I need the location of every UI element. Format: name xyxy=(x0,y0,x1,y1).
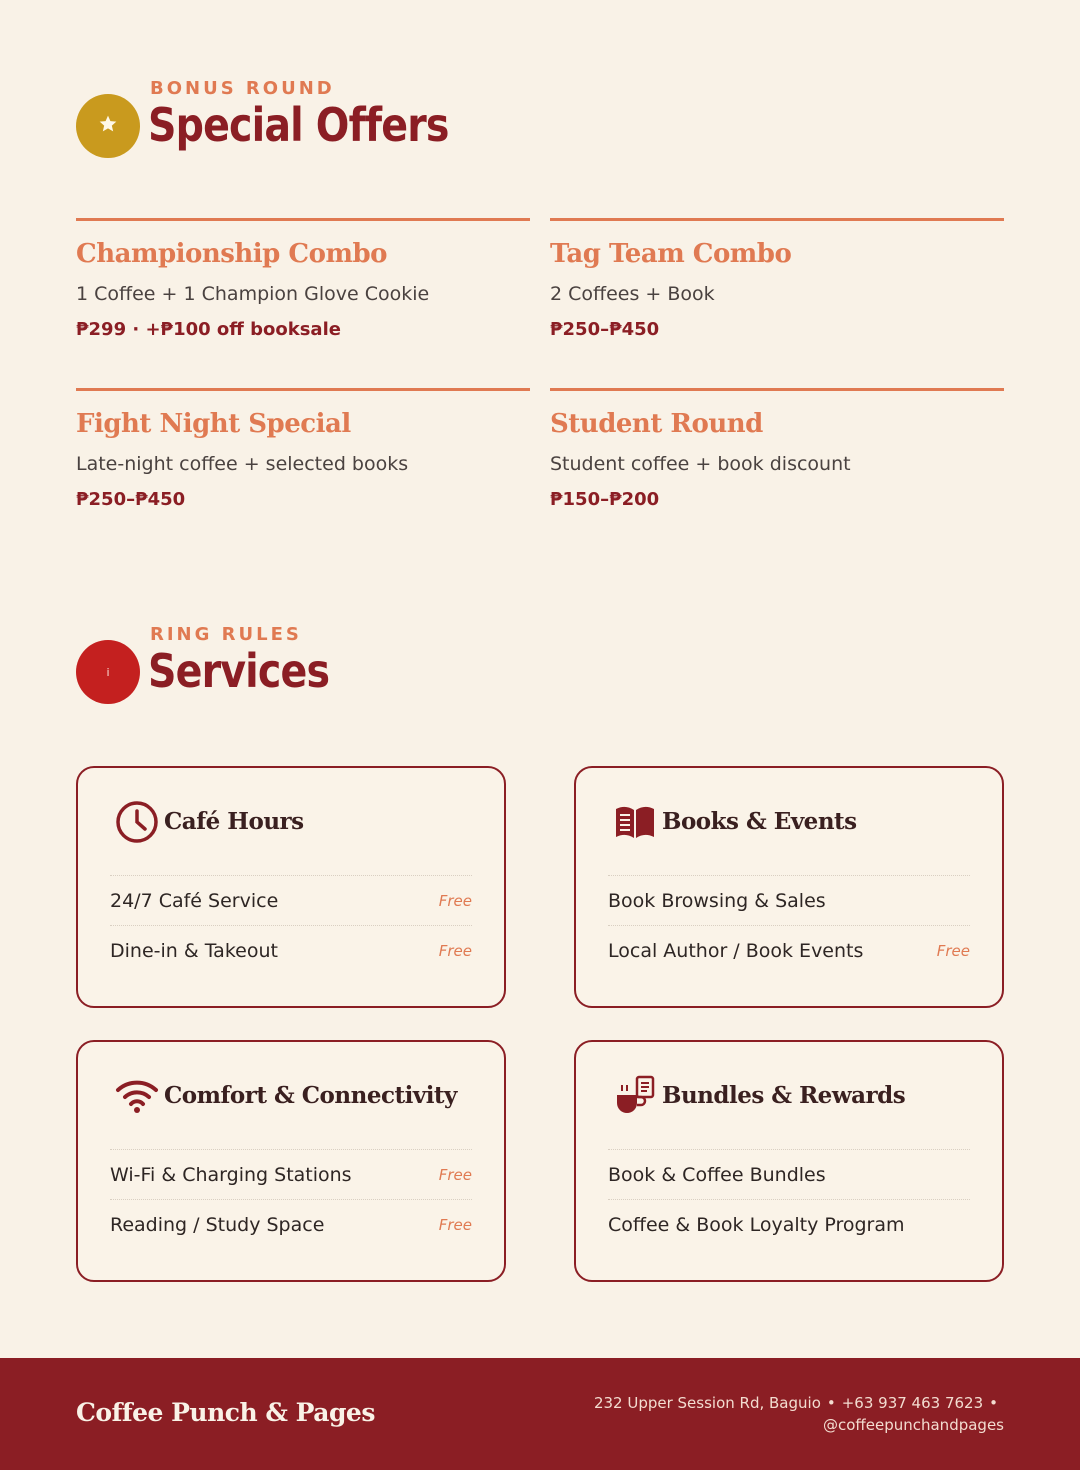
separator-dot: • xyxy=(989,1394,998,1412)
service-card-cafe-hours xyxy=(76,766,506,1008)
service-row xyxy=(608,1200,970,1250)
offer-description: Late-night coffee + selected books xyxy=(76,453,409,475)
service-card-books-events xyxy=(574,766,1004,1008)
special-offers-section xyxy=(76,78,1004,538)
services-eyebrow: RING RULES xyxy=(150,624,302,645)
service-row xyxy=(608,876,970,926)
offer-description: 1 Coffee + 1 Champion Glove Cookie xyxy=(76,283,430,305)
card-header xyxy=(608,1042,970,1150)
offer-name: Championship Combo xyxy=(76,239,387,269)
info-icon: i xyxy=(106,665,110,679)
service-card-bundles-rewards xyxy=(574,1040,1004,1282)
service-label: Book Browsing & Sales xyxy=(608,889,826,912)
card-title: Café Hours xyxy=(164,808,304,835)
offer-name: Tag Team Combo xyxy=(550,239,792,269)
service-label: Local Author / Book Events xyxy=(608,940,864,962)
footer-contact-info xyxy=(594,1392,1004,1436)
card-header xyxy=(608,768,970,876)
service-label: Wi-Fi & Charging Stations xyxy=(110,1163,352,1186)
info-badge xyxy=(76,640,140,704)
services-header xyxy=(76,624,1004,714)
star-badge xyxy=(76,94,140,158)
separator-dot: • xyxy=(826,1394,836,1412)
service-label: Reading / Study Space xyxy=(110,1214,325,1236)
special-offers-header xyxy=(76,78,1004,168)
card-title: Comfort & Connectivity xyxy=(164,1082,457,1109)
free-tag: Free xyxy=(438,1216,472,1234)
card-header xyxy=(110,1042,472,1150)
footer xyxy=(0,1358,1080,1470)
service-label: 24/7 Café Service xyxy=(110,889,279,912)
service-row xyxy=(110,1200,472,1250)
service-label: Coffee & Book Loyalty Program xyxy=(608,1214,905,1236)
footer-brand: Coffee Punch & Pages xyxy=(76,1398,375,1427)
coffee-book-icon xyxy=(612,1073,658,1119)
card-header xyxy=(110,768,472,876)
service-card-comfort-connectivity xyxy=(76,1040,506,1282)
star-icon xyxy=(98,114,118,138)
service-row xyxy=(110,1150,472,1200)
footer-address: 232 Upper Session Rd, Baguio xyxy=(593,1394,821,1412)
free-tag: Free xyxy=(438,1165,472,1184)
offer-card xyxy=(76,388,530,538)
service-label: Dine-in & Takeout xyxy=(110,940,278,962)
offer-description: Student coffee + book discount xyxy=(550,453,851,475)
offer-name: Fight Night Special xyxy=(76,409,351,439)
free-tag: Free xyxy=(936,942,970,960)
services-section xyxy=(76,624,1004,1294)
footer-phone[interactable]: +63 937 463 7623 xyxy=(841,1394,984,1412)
offer-price: ₱150–₱200 xyxy=(550,489,660,510)
offer-price: ₱250–₱450 xyxy=(76,489,186,510)
offer-card xyxy=(76,218,530,368)
services-title: Services xyxy=(148,644,330,698)
service-row xyxy=(608,926,970,976)
offer-card xyxy=(550,218,1004,368)
offers-eyebrow: BONUS ROUND xyxy=(150,78,335,99)
wifi-icon xyxy=(114,1073,160,1119)
service-row xyxy=(608,1150,970,1200)
service-row xyxy=(110,876,472,926)
free-tag: Free xyxy=(438,942,472,960)
offer-card xyxy=(550,388,1004,538)
offer-price: ₱299 · +₱100 off booksale xyxy=(76,319,341,340)
service-label: Book & Coffee Bundles xyxy=(608,1163,826,1186)
card-title: Books & Events xyxy=(662,808,857,835)
offer-price: ₱250–₱450 xyxy=(550,319,660,340)
service-row xyxy=(110,926,472,976)
clock-icon xyxy=(114,799,160,845)
offer-description: 2 Coffees + Book xyxy=(550,283,715,305)
offers-title: Special Offers xyxy=(148,98,449,152)
footer-social-handle[interactable]: @coffeepunchandpages xyxy=(822,1416,1004,1434)
card-title: Bundles & Rewards xyxy=(662,1082,906,1109)
offer-name: Student Round xyxy=(550,409,763,439)
free-tag: Free xyxy=(438,891,472,910)
book-icon xyxy=(612,799,658,845)
